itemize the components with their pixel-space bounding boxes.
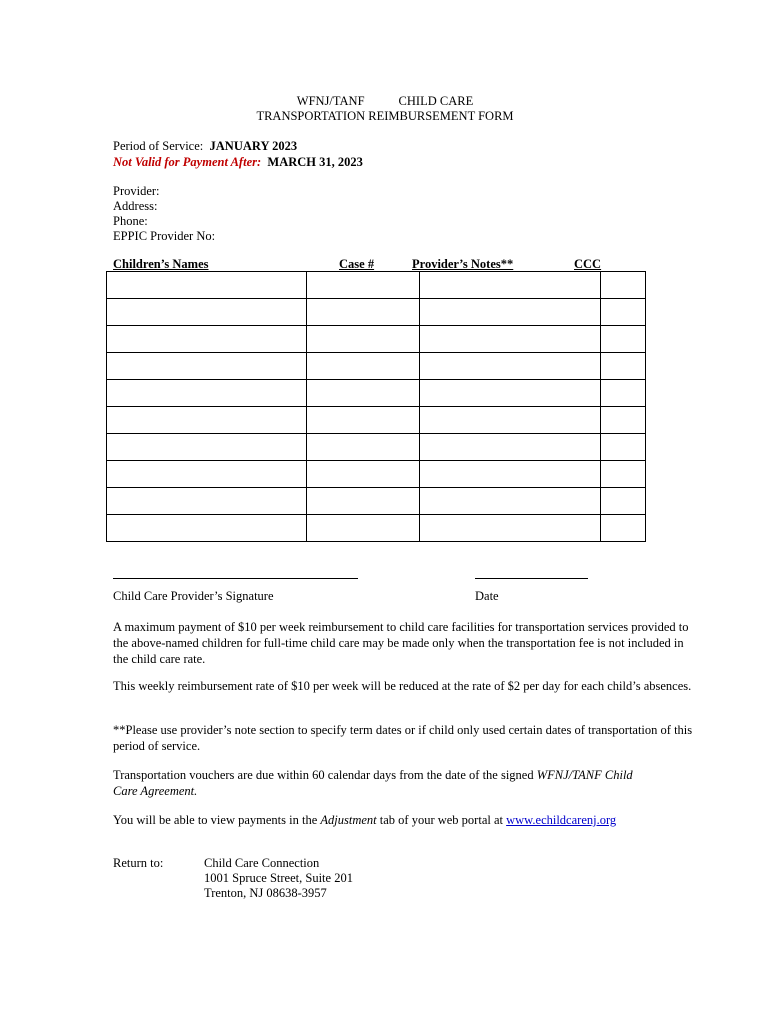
table-row — [107, 488, 646, 515]
return-address — [204, 856, 353, 901]
children-name-cell[interactable] — [107, 488, 307, 515]
date-label: Date — [475, 589, 499, 603]
ccc-cell[interactable] — [601, 407, 646, 434]
provider-fields — [113, 184, 215, 244]
case-number-cell[interactable] — [307, 299, 420, 326]
ccc-cell[interactable] — [601, 515, 646, 542]
case-number-cell[interactable] — [307, 353, 420, 380]
children-name-cell[interactable] — [107, 353, 307, 380]
providers-notes-cell[interactable] — [420, 353, 601, 380]
ccc-cell[interactable] — [601, 272, 646, 299]
providers-notes-cell[interactable] — [420, 434, 601, 461]
case-number-cell[interactable] — [307, 461, 420, 488]
form-title: TRANSPORTATION REIMBURSEMENT FORM — [256, 109, 514, 123]
eppic-provider-field[interactable]: EPPIC Provider No: — [113, 229, 216, 243]
table-row — [107, 407, 646, 434]
table-row — [107, 326, 646, 353]
table-row — [107, 380, 646, 407]
children-name-cell[interactable] — [107, 380, 307, 407]
web-portal-link[interactable]: www.echildcarenj.org — [506, 813, 617, 827]
children-name-cell[interactable] — [107, 299, 307, 326]
case-number-cell[interactable] — [307, 326, 420, 353]
children-name-cell[interactable] — [107, 272, 307, 299]
view-payments-text-mid: tab of your web portal at — [376, 813, 507, 827]
table-row — [107, 461, 646, 488]
ccc-cell[interactable] — [601, 326, 646, 353]
paragraph-voucher-due — [113, 767, 653, 799]
case-number-cell[interactable] — [307, 488, 420, 515]
case-number-cell[interactable] — [307, 272, 420, 299]
date-line[interactable] — [475, 578, 588, 579]
table-row — [107, 353, 646, 380]
return-to-label: Return to: — [113, 856, 164, 870]
children-name-cell[interactable] — [107, 407, 307, 434]
providers-notes-cell[interactable] — [420, 407, 601, 434]
children-name-cell[interactable] — [107, 434, 307, 461]
children-table — [106, 271, 646, 542]
not-valid-date: MARCH 31, 2023 — [267, 155, 363, 169]
children-name-cell[interactable] — [107, 515, 307, 542]
case-number-cell[interactable] — [307, 407, 420, 434]
phone-field[interactable]: Phone: — [113, 214, 148, 228]
table-row — [107, 299, 646, 326]
period-value: JANUARY 2023 — [209, 139, 298, 153]
column-header-ccc: CCC — [574, 257, 602, 271]
ccc-cell[interactable] — [601, 380, 646, 407]
provider-signature-line[interactable] — [113, 578, 358, 579]
period-section — [113, 138, 363, 170]
providers-notes-cell[interactable] — [420, 515, 601, 542]
voucher-text-end: . — [194, 784, 198, 798]
form-header — [0, 94, 770, 124]
children-name-cell[interactable] — [107, 326, 307, 353]
ccc-cell[interactable] — [601, 299, 646, 326]
view-payments-text-start: You will be able to view payments in the — [113, 813, 321, 827]
paragraph-max-payment: A maximum payment of $10 per week reimbursement to child care facilities for transportation services provided to the above-named children for full-time child care may be made only when the transportation fee is not included in the child care rate. — [113, 620, 689, 666]
period-label: Period of Service: — [113, 139, 204, 153]
ccc-cell[interactable] — [601, 461, 646, 488]
return-address-line: Child Care Connection — [204, 856, 320, 870]
return-address-line: 1001 Spruce Street, Suite 201 — [204, 871, 353, 885]
paragraph-notes-instructions: **Please use provider’s note section to specify term dates or if child only used certain dates of transportation of this period of service. — [113, 723, 693, 753]
paragraph-view-payments — [113, 812, 693, 828]
not-valid-label: Not Valid for Payment After: — [113, 155, 262, 169]
column-header-case-number: Case # — [339, 257, 375, 271]
providers-notes-cell[interactable] — [420, 461, 601, 488]
unit-name: CHILD CARE — [398, 94, 474, 108]
return-address-line: Trenton, NJ 08638-3957 — [204, 886, 327, 900]
program-name: WFNJ/TANF — [296, 94, 365, 108]
paragraph-reduction-rate: This weekly reimbursement rate of $10 per week will be reduced at the rate of $2 per day for each child’s absences. — [113, 679, 692, 693]
providers-notes-cell[interactable] — [420, 299, 601, 326]
table-row — [107, 434, 646, 461]
providers-notes-cell[interactable] — [420, 326, 601, 353]
providers-notes-cell[interactable] — [420, 272, 601, 299]
ccc-cell[interactable] — [601, 488, 646, 515]
case-number-cell[interactable] — [307, 380, 420, 407]
providers-notes-cell[interactable] — [420, 380, 601, 407]
column-header-children-names: Children’s Names — [113, 257, 209, 271]
ccc-cell[interactable] — [601, 353, 646, 380]
ccc-cell[interactable] — [601, 434, 646, 461]
address-field[interactable]: Address: — [113, 199, 158, 213]
adjustment-tab-name: Adjustment — [320, 813, 377, 827]
case-number-cell[interactable] — [307, 434, 420, 461]
case-number-cell[interactable] — [307, 515, 420, 542]
table-row — [107, 515, 646, 542]
provider-field[interactable]: Provider: — [113, 184, 160, 198]
children-name-cell[interactable] — [107, 461, 307, 488]
column-header-providers-notes: Provider’s Notes** — [412, 257, 514, 271]
voucher-text-start: Transportation vouchers are due within 60 calendar days from the date of the signed — [113, 768, 537, 782]
providers-notes-cell[interactable] — [420, 488, 601, 515]
provider-signature-label: Child Care Provider’s Signature — [113, 589, 274, 603]
agreement-name: WFNJ/TANF Child Care Agreement — [113, 768, 633, 798]
table-row — [107, 272, 646, 299]
